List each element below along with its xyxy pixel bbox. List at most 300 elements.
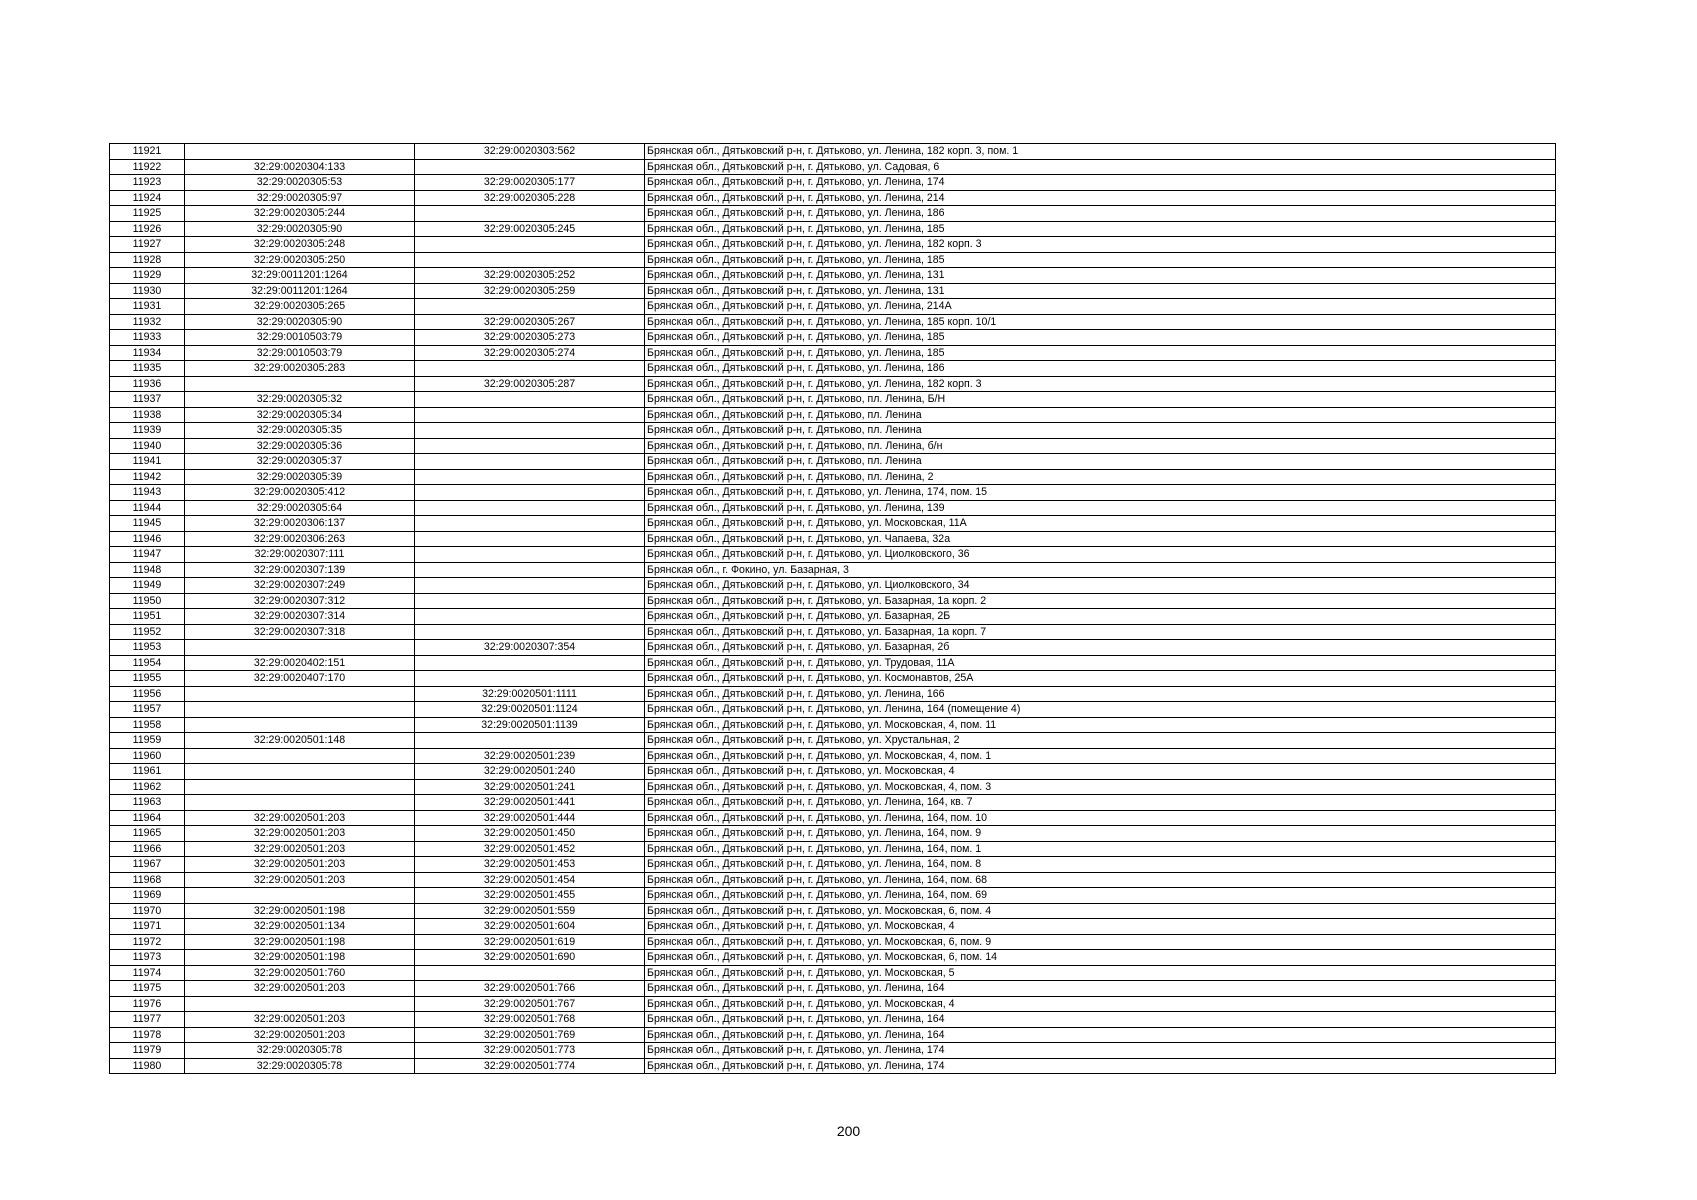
row-number-cell: 11939: [110, 423, 185, 439]
table-row: [110, 547, 1556, 563]
row-number-cell: 11951: [110, 609, 185, 625]
row-number-cell: 11943: [110, 485, 185, 501]
row-number-cell: 11936: [110, 376, 185, 392]
address-cell: Брянская обл., Дятьковский р-н, г. Дятьково, ул. Ленина, 166: [645, 686, 1556, 702]
row-number-cell: 11953: [110, 640, 185, 656]
object-cadastral-number-cell: [415, 671, 645, 687]
table-row: [110, 965, 1556, 981]
table-row: [110, 624, 1556, 640]
table-row: [110, 934, 1556, 950]
row-number-cell: 11955: [110, 671, 185, 687]
object-cadastral-number-cell: 32:29:0020501:690: [415, 950, 645, 966]
address-cell: Брянская обл., Дятьковский р-н, г. Дятьково, ул. Ленина, 182 корп. 3: [645, 376, 1556, 392]
object-cadastral-number-cell: [415, 392, 645, 408]
address-cell: Брянская обл., Дятьковский р-н, г. Дятьково, ул. Ленина, 185: [645, 345, 1556, 361]
land-cadastral-number-cell: 32:29:0020501:203: [185, 826, 415, 842]
object-cadastral-number-cell: [415, 485, 645, 501]
table-row: [110, 609, 1556, 625]
registry-table: [109, 143, 1556, 1074]
object-cadastral-number-cell: 32:29:0020501:444: [415, 810, 645, 826]
object-cadastral-number-cell: 32:29:0020305:274: [415, 345, 645, 361]
object-cadastral-number-cell: [415, 500, 645, 516]
land-cadastral-number-cell: 32:29:0020501:134: [185, 919, 415, 935]
land-cadastral-number-cell: 32:29:0020501:203: [185, 981, 415, 997]
row-number-cell: 11976: [110, 996, 185, 1012]
object-cadastral-number-cell: [415, 578, 645, 594]
address-cell: Брянская обл., Дятьковский р-н, г. Дятьково, ул. Ленина, 164, пом. 10: [645, 810, 1556, 826]
address-cell: Брянская обл., Дятьковский р-н, г. Дятьково, ул. Ленина, 174: [645, 1058, 1556, 1074]
land-cadastral-number-cell: 32:29:0020305:37: [185, 454, 415, 470]
land-cadastral-number-cell: 32:29:0020305:34: [185, 407, 415, 423]
address-cell: Брянская обл., Дятьковский р-н, г. Дятьково, ул. Московская, 6, пом. 4: [645, 903, 1556, 919]
object-cadastral-number-cell: 32:29:0020501:239: [415, 748, 645, 764]
table-row: [110, 438, 1556, 454]
address-cell: Брянская обл., Дятьковский р-н, г. Дятьково, ул. Космонавтов, 25А: [645, 671, 1556, 687]
object-cadastral-number-cell: 32:29:0020305:273: [415, 330, 645, 346]
address-cell: Брянская обл., Дятьковский р-н, г. Дятьково, ул. Циолковского, 36: [645, 547, 1556, 563]
row-number-cell: 11970: [110, 903, 185, 919]
land-cadastral-number-cell: 32:29:0020305:412: [185, 485, 415, 501]
address-cell: Брянская обл., Дятьковский р-н, г. Дятьково, ул. Ленина, 164, кв. 7: [645, 795, 1556, 811]
row-number-cell: 11924: [110, 190, 185, 206]
address-cell: Брянская обл., г. Фокино, ул. Базарная, 3: [645, 562, 1556, 578]
address-cell: Брянская обл., Дятьковский р-н, г. Дятьково, ул. Ленина, 182 корп. 3, пом. 1: [645, 144, 1556, 160]
address-cell: Брянская обл., Дятьковский р-н, г. Дятьково, ул. Московская, 5: [645, 965, 1556, 981]
land-cadastral-number-cell: [185, 888, 415, 904]
address-cell: Брянская обл., Дятьковский р-н, г. Дятьково, ул. Ленина, 185: [645, 252, 1556, 268]
object-cadastral-number-cell: 32:29:0020307:354: [415, 640, 645, 656]
land-cadastral-number-cell: 32:29:0020501:203: [185, 841, 415, 857]
address-cell: Брянская обл., Дятьковский р-н, г. Дятьково, ул. Ленина, 164, пом. 1: [645, 841, 1556, 857]
land-cadastral-number-cell: 32:29:0020307:111: [185, 547, 415, 563]
table-row: [110, 1012, 1556, 1028]
row-number-cell: 11932: [110, 314, 185, 330]
land-cadastral-number-cell: 32:29:0020305:248: [185, 237, 415, 253]
object-cadastral-number-cell: [415, 562, 645, 578]
land-cadastral-number-cell: [185, 748, 415, 764]
object-cadastral-number-cell: 32:29:0020501:767: [415, 996, 645, 1012]
row-number-cell: 11949: [110, 578, 185, 594]
row-number-cell: 11948: [110, 562, 185, 578]
object-cadastral-number-cell: 32:29:0020501:240: [415, 764, 645, 780]
object-cadastral-number-cell: 32:29:0020501:769: [415, 1027, 645, 1043]
land-cadastral-number-cell: 32:29:0020305:35: [185, 423, 415, 439]
address-cell: Брянская обл., Дятьковский р-н, г. Дятьково, ул. Ленина, 164, пом. 8: [645, 857, 1556, 873]
table-row: [110, 717, 1556, 733]
table-row: [110, 392, 1556, 408]
address-cell: Брянская обл., Дятьковский р-н, г. Дятьково, ул. Базарная, 1а корп. 7: [645, 624, 1556, 640]
address-cell: Брянская обл., Дятьковский р-н, г. Дятьково, ул. Базарная, 2б: [645, 640, 1556, 656]
address-cell: Брянская обл., Дятьковский р-н, г. Дятьково, ул. Московская, 4: [645, 919, 1556, 935]
address-cell: Брянская обл., Дятьковский р-н, г. Дятьково, ул. Московская, 4, пом. 3: [645, 779, 1556, 795]
object-cadastral-number-cell: [415, 531, 645, 547]
row-number-cell: 11935: [110, 361, 185, 377]
table-row: [110, 888, 1556, 904]
object-cadastral-number-cell: 32:29:0020501:452: [415, 841, 645, 857]
row-number-cell: 11950: [110, 593, 185, 609]
table-row: [110, 144, 1556, 160]
land-cadastral-number-cell: 32:29:0010503:79: [185, 345, 415, 361]
table-row: [110, 190, 1556, 206]
table-row: [110, 779, 1556, 795]
row-number-cell: 11933: [110, 330, 185, 346]
object-cadastral-number-cell: 32:29:0020501:454: [415, 872, 645, 888]
table-row: [110, 593, 1556, 609]
table-row: [110, 903, 1556, 919]
object-cadastral-number-cell: [415, 438, 645, 454]
object-cadastral-number-cell: [415, 206, 645, 222]
address-cell: Брянская обл., Дятьковский р-н, г. Дятьково, ул. Трудовая, 11А: [645, 655, 1556, 671]
land-cadastral-number-cell: 32:29:0020501:198: [185, 903, 415, 919]
object-cadastral-number-cell: 32:29:0020501:774: [415, 1058, 645, 1074]
row-number-cell: 11961: [110, 764, 185, 780]
land-cadastral-number-cell: [185, 795, 415, 811]
land-cadastral-number-cell: 32:29:0020305:32: [185, 392, 415, 408]
row-number-cell: 11929: [110, 268, 185, 284]
table-row: [110, 578, 1556, 594]
address-cell: Брянская обл., Дятьковский р-н, г. Дятьково, ул. Ленина, 164: [645, 1012, 1556, 1028]
land-cadastral-number-cell: 32:29:0020305:265: [185, 299, 415, 315]
address-cell: Брянская обл., Дятьковский р-н, г. Дятьково, ул. Ленина, 131: [645, 283, 1556, 299]
row-number-cell: 11938: [110, 407, 185, 423]
object-cadastral-number-cell: 32:29:0020303:562: [415, 144, 645, 160]
table-row: [110, 299, 1556, 315]
row-number-cell: 11942: [110, 469, 185, 485]
land-cadastral-number-cell: 32:29:0020307:312: [185, 593, 415, 609]
address-cell: Брянская обл., Дятьковский р-н, г. Дятьково, ул. Ленина, 214А: [645, 299, 1556, 315]
address-cell: Брянская обл., Дятьковский р-н, г. Дятьково, пл. Ленина, Б/Н: [645, 392, 1556, 408]
address-cell: Брянская обл., Дятьковский р-н, г. Дятьково, ул. Ленина, 185: [645, 330, 1556, 346]
object-cadastral-number-cell: [415, 609, 645, 625]
row-number-cell: 11923: [110, 175, 185, 191]
table-row: [110, 252, 1556, 268]
land-cadastral-number-cell: 32:29:0020306:263: [185, 531, 415, 547]
row-number-cell: 11946: [110, 531, 185, 547]
address-cell: Брянская обл., Дятьковский р-н, г. Дятьково, ул. Ленина, 185: [645, 221, 1556, 237]
land-cadastral-number-cell: 32:29:0011201:1264: [185, 283, 415, 299]
land-cadastral-number-cell: [185, 702, 415, 718]
object-cadastral-number-cell: [415, 237, 645, 253]
registry-table-body: [110, 144, 1556, 1074]
address-cell: Брянская обл., Дятьковский р-н, г. Дятьково, ул. Ленина, 174: [645, 175, 1556, 191]
address-cell: Брянская обл., Дятьковский р-н, г. Дятьково, ул. Циолковского, 34: [645, 578, 1556, 594]
table-row: [110, 640, 1556, 656]
object-cadastral-number-cell: [415, 593, 645, 609]
row-number-cell: 11940: [110, 438, 185, 454]
object-cadastral-number-cell: [415, 299, 645, 315]
address-cell: Брянская обл., Дятьковский р-н, г. Дятьково, ул. Базарная, 1а корп. 2: [645, 593, 1556, 609]
land-cadastral-number-cell: 32:29:0020306:137: [185, 516, 415, 532]
table-row: [110, 423, 1556, 439]
table-row: [110, 1043, 1556, 1059]
table-row: [110, 996, 1556, 1012]
address-cell: Брянская обл., Дятьковский р-н, г. Дятьково, ул. Ленина, 186: [645, 206, 1556, 222]
row-number-cell: 11954: [110, 655, 185, 671]
table-row: [110, 268, 1556, 284]
land-cadastral-number-cell: 32:29:0020407:170: [185, 671, 415, 687]
object-cadastral-number-cell: 32:29:0020501:604: [415, 919, 645, 935]
object-cadastral-number-cell: 32:29:0020501:1111: [415, 686, 645, 702]
row-number-cell: 11978: [110, 1027, 185, 1043]
table-row: [110, 407, 1556, 423]
land-cadastral-number-cell: [185, 376, 415, 392]
row-number-cell: 11958: [110, 717, 185, 733]
object-cadastral-number-cell: [415, 407, 645, 423]
table-row: [110, 361, 1556, 377]
table-row: [110, 795, 1556, 811]
address-cell: Брянская обл., Дятьковский р-н, г. Дятьково, ул. Ленина, 182 корп. 3: [645, 237, 1556, 253]
land-cadastral-number-cell: 32:29:0020305:78: [185, 1043, 415, 1059]
land-cadastral-number-cell: 32:29:0020501:198: [185, 934, 415, 950]
row-number-cell: 11930: [110, 283, 185, 299]
object-cadastral-number-cell: 32:29:0020305:267: [415, 314, 645, 330]
address-cell: Брянская обл., Дятьковский р-н, г. Дятьково, ул. Базарная, 2Б: [645, 609, 1556, 625]
land-cadastral-number-cell: 32:29:0020501:203: [185, 1027, 415, 1043]
table-row: [110, 981, 1556, 997]
land-cadastral-number-cell: 32:29:0020305:90: [185, 314, 415, 330]
object-cadastral-number-cell: 32:29:0020305:259: [415, 283, 645, 299]
address-cell: Брянская обл., Дятьковский р-н, г. Дятьково, ул. Ленина, 131: [645, 268, 1556, 284]
address-cell: Брянская обл., Дятьковский р-н, г. Дятьково, ул. Ленина, 214: [645, 190, 1556, 206]
row-number-cell: 11947: [110, 547, 185, 563]
land-cadastral-number-cell: 32:29:0020305:97: [185, 190, 415, 206]
row-number-cell: 11980: [110, 1058, 185, 1074]
table-row: [110, 531, 1556, 547]
table-row: [110, 562, 1556, 578]
land-cadastral-number-cell: 32:29:0020305:53: [185, 175, 415, 191]
table-row: [110, 237, 1556, 253]
object-cadastral-number-cell: 32:29:0020501:773: [415, 1043, 645, 1059]
object-cadastral-number-cell: 32:29:0020501:455: [415, 888, 645, 904]
land-cadastral-number-cell: 32:29:0020501:760: [185, 965, 415, 981]
address-cell: Брянская обл., Дятьковский р-н, г. Дятьково, ул. Московская, 4, пом. 11: [645, 717, 1556, 733]
table-row: [110, 655, 1556, 671]
land-cadastral-number-cell: 32:29:0020501:198: [185, 950, 415, 966]
object-cadastral-number-cell: 32:29:0020501:453: [415, 857, 645, 873]
page-number: 200: [836, 1123, 861, 1139]
table-row: [110, 221, 1556, 237]
table-row: [110, 330, 1556, 346]
row-number-cell: 11945: [110, 516, 185, 532]
table-row: [110, 159, 1556, 175]
row-number-cell: 11974: [110, 965, 185, 981]
object-cadastral-number-cell: 32:29:0020501:559: [415, 903, 645, 919]
table-row: [110, 671, 1556, 687]
address-cell: Брянская обл., Дятьковский р-н, г. Дятьково, ул. Московская, 6, пом. 14: [645, 950, 1556, 966]
object-cadastral-number-cell: 32:29:0020501:1124: [415, 702, 645, 718]
table-row: [110, 857, 1556, 873]
row-number-cell: 11968: [110, 872, 185, 888]
row-number-cell: 11925: [110, 206, 185, 222]
row-number-cell: 11967: [110, 857, 185, 873]
table-row: [110, 206, 1556, 222]
row-number-cell: 11952: [110, 624, 185, 640]
table-row: [110, 919, 1556, 935]
land-cadastral-number-cell: 32:29:0020304:133: [185, 159, 415, 175]
address-cell: Брянская обл., Дятьковский р-н, г. Дятьково, ул. Чапаева, 32а: [645, 531, 1556, 547]
address-cell: Брянская обл., Дятьковский р-н, г. Дятьково, ул. Московская, 4: [645, 996, 1556, 1012]
table-row: [110, 283, 1556, 299]
table-row: [110, 345, 1556, 361]
address-cell: Брянская обл., Дятьковский р-н, г. Дятьково, ул. Московская, 4, пом. 1: [645, 748, 1556, 764]
land-cadastral-number-cell: 32:29:0010503:79: [185, 330, 415, 346]
land-cadastral-number-cell: 32:29:0020305:36: [185, 438, 415, 454]
row-number-cell: 11965: [110, 826, 185, 842]
row-number-cell: 11969: [110, 888, 185, 904]
object-cadastral-number-cell: 32:29:0020305:177: [415, 175, 645, 191]
row-number-cell: 11959: [110, 733, 185, 749]
address-cell: Брянская обл., Дятьковский р-н, г. Дятьково, ул. Ленина, 164: [645, 981, 1556, 997]
land-cadastral-number-cell: 32:29:0011201:1264: [185, 268, 415, 284]
land-cadastral-number-cell: 32:29:0020305:244: [185, 206, 415, 222]
table-row: [110, 314, 1556, 330]
row-number-cell: 11931: [110, 299, 185, 315]
land-cadastral-number-cell: 32:29:0020305:78: [185, 1058, 415, 1074]
object-cadastral-number-cell: 32:29:0020501:768: [415, 1012, 645, 1028]
land-cadastral-number-cell: 32:29:0020307:249: [185, 578, 415, 594]
row-number-cell: 11977: [110, 1012, 185, 1028]
row-number-cell: 11960: [110, 748, 185, 764]
address-cell: Брянская обл., Дятьковский р-н, г. Дятьково, ул. Ленина, 174: [645, 1043, 1556, 1059]
object-cadastral-number-cell: 32:29:0020501:441: [415, 795, 645, 811]
object-cadastral-number-cell: [415, 454, 645, 470]
object-cadastral-number-cell: 32:29:0020501:619: [415, 934, 645, 950]
land-cadastral-number-cell: [185, 717, 415, 733]
object-cadastral-number-cell: 32:29:0020305:287: [415, 376, 645, 392]
row-number-cell: 11921: [110, 144, 185, 160]
table-row: [110, 1058, 1556, 1074]
row-number-cell: 11962: [110, 779, 185, 795]
land-cadastral-number-cell: [185, 996, 415, 1012]
land-cadastral-number-cell: 32:29:0020307:314: [185, 609, 415, 625]
object-cadastral-number-cell: 32:29:0020305:228: [415, 190, 645, 206]
table-row: [110, 1027, 1556, 1043]
table-row: [110, 454, 1556, 470]
address-cell: Брянская обл., Дятьковский р-н, г. Дятьково, ул. Хрустальная, 2: [645, 733, 1556, 749]
table-row: [110, 485, 1556, 501]
land-cadastral-number-cell: 32:29:0020402:151: [185, 655, 415, 671]
land-cadastral-number-cell: [185, 686, 415, 702]
row-number-cell: 11937: [110, 392, 185, 408]
row-number-cell: 11973: [110, 950, 185, 966]
object-cadastral-number-cell: [415, 965, 645, 981]
object-cadastral-number-cell: 32:29:0020501:450: [415, 826, 645, 842]
address-cell: Брянская обл., Дятьковский р-н, г. Дятьково, ул. Московская, 4: [645, 764, 1556, 780]
address-cell: Брянская обл., Дятьковский р-н, г. Дятьково, ул. Ленина, 164, пом. 9: [645, 826, 1556, 842]
table-row: [110, 826, 1556, 842]
object-cadastral-number-cell: [415, 516, 645, 532]
address-cell: Брянская обл., Дятьковский р-н, г. Дятьково, ул. Ленина, 174, пом. 15: [645, 485, 1556, 501]
land-cadastral-number-cell: 32:29:0020307:318: [185, 624, 415, 640]
object-cadastral-number-cell: [415, 547, 645, 563]
row-number-cell: 11927: [110, 237, 185, 253]
object-cadastral-number-cell: [415, 252, 645, 268]
land-cadastral-number-cell: [185, 144, 415, 160]
row-number-cell: 11964: [110, 810, 185, 826]
object-cadastral-number-cell: [415, 423, 645, 439]
table-row: [110, 516, 1556, 532]
address-cell: Брянская обл., Дятьковский р-н, г. Дятьково, ул. Садовая, 6: [645, 159, 1556, 175]
row-number-cell: 11971: [110, 919, 185, 935]
address-cell: Брянская обл., Дятьковский р-н, г. Дятьково, ул. Московская, 11А: [645, 516, 1556, 532]
land-cadastral-number-cell: [185, 640, 415, 656]
address-cell: Брянская обл., Дятьковский р-н, г. Дятьково, ул. Ленина, 164, пом. 69: [645, 888, 1556, 904]
land-cadastral-number-cell: 32:29:0020501:203: [185, 810, 415, 826]
row-number-cell: 11963: [110, 795, 185, 811]
row-number-cell: 11922: [110, 159, 185, 175]
table-row: [110, 748, 1556, 764]
object-cadastral-number-cell: [415, 469, 645, 485]
object-cadastral-number-cell: 32:29:0020305:252: [415, 268, 645, 284]
table-row: [110, 810, 1556, 826]
table-row: [110, 702, 1556, 718]
address-cell: Брянская обл., Дятьковский р-н, г. Дятьково, ул. Ленина, 139: [645, 500, 1556, 516]
table-row: [110, 733, 1556, 749]
row-number-cell: 11926: [110, 221, 185, 237]
land-cadastral-number-cell: 32:29:0020305:39: [185, 469, 415, 485]
land-cadastral-number-cell: 32:29:0020305:250: [185, 252, 415, 268]
object-cadastral-number-cell: [415, 361, 645, 377]
address-cell: Брянская обл., Дятьковский р-н, г. Дятьково, ул. Ленина, 164 (помещение 4): [645, 702, 1556, 718]
object-cadastral-number-cell: [415, 624, 645, 640]
address-cell: Брянская обл., Дятьковский р-н, г. Дятьково, ул. Ленина, 185 корп. 10/1: [645, 314, 1556, 330]
address-cell: Брянская обл., Дятьковский р-н, г. Дятьково, пл. Ленина, 2: [645, 469, 1556, 485]
row-number-cell: 11934: [110, 345, 185, 361]
row-number-cell: 11956: [110, 686, 185, 702]
table-row: [110, 500, 1556, 516]
row-number-cell: 11944: [110, 500, 185, 516]
object-cadastral-number-cell: [415, 159, 645, 175]
address-cell: Брянская обл., Дятьковский р-н, г. Дятьково, ул. Ленина, 164: [645, 1027, 1556, 1043]
land-cadastral-number-cell: 32:29:0020501:148: [185, 733, 415, 749]
address-cell: Брянская обл., Дятьковский р-н, г. Дятьково, ул. Ленина, 186: [645, 361, 1556, 377]
table-row: [110, 764, 1556, 780]
land-cadastral-number-cell: 32:29:0020307:139: [185, 562, 415, 578]
land-cadastral-number-cell: 32:29:0020501:203: [185, 857, 415, 873]
object-cadastral-number-cell: [415, 655, 645, 671]
land-cadastral-number-cell: 32:29:0020501:203: [185, 1012, 415, 1028]
table-row: [110, 175, 1556, 191]
row-number-cell: 11941: [110, 454, 185, 470]
row-number-cell: 11972: [110, 934, 185, 950]
table-row: [110, 469, 1556, 485]
land-cadastral-number-cell: 32:29:0020305:64: [185, 500, 415, 516]
address-cell: Брянская обл., Дятьковский р-н, г. Дятьково, пл. Ленина: [645, 454, 1556, 470]
address-cell: Брянская обл., Дятьковский р-н, г. Дятьково, пл. Ленина: [645, 423, 1556, 439]
address-cell: Брянская обл., Дятьковский р-н, г. Дятьково, ул. Ленина, 164, пом. 68: [645, 872, 1556, 888]
table-row: [110, 872, 1556, 888]
object-cadastral-number-cell: 32:29:0020501:1139: [415, 717, 645, 733]
row-number-cell: 11966: [110, 841, 185, 857]
address-cell: Брянская обл., Дятьковский р-н, г. Дятьково, пл. Ленина, б/н: [645, 438, 1556, 454]
object-cadastral-number-cell: 32:29:0020501:241: [415, 779, 645, 795]
table-row: [110, 686, 1556, 702]
table-row: [110, 950, 1556, 966]
address-cell: Брянская обл., Дятьковский р-н, г. Дятьково, пл. Ленина: [645, 407, 1556, 423]
table-row: [110, 376, 1556, 392]
row-number-cell: 11975: [110, 981, 185, 997]
land-cadastral-number-cell: [185, 764, 415, 780]
row-number-cell: 11957: [110, 702, 185, 718]
address-cell: Брянская обл., Дятьковский р-н, г. Дятьково, ул. Московская, 6, пом. 9: [645, 934, 1556, 950]
land-cadastral-number-cell: 32:29:0020305:283: [185, 361, 415, 377]
row-number-cell: 11928: [110, 252, 185, 268]
row-number-cell: 11979: [110, 1043, 185, 1059]
object-cadastral-number-cell: 32:29:0020501:766: [415, 981, 645, 997]
land-cadastral-number-cell: 32:29:0020501:203: [185, 872, 415, 888]
land-cadastral-number-cell: 32:29:0020305:90: [185, 221, 415, 237]
land-cadastral-number-cell: [185, 779, 415, 795]
